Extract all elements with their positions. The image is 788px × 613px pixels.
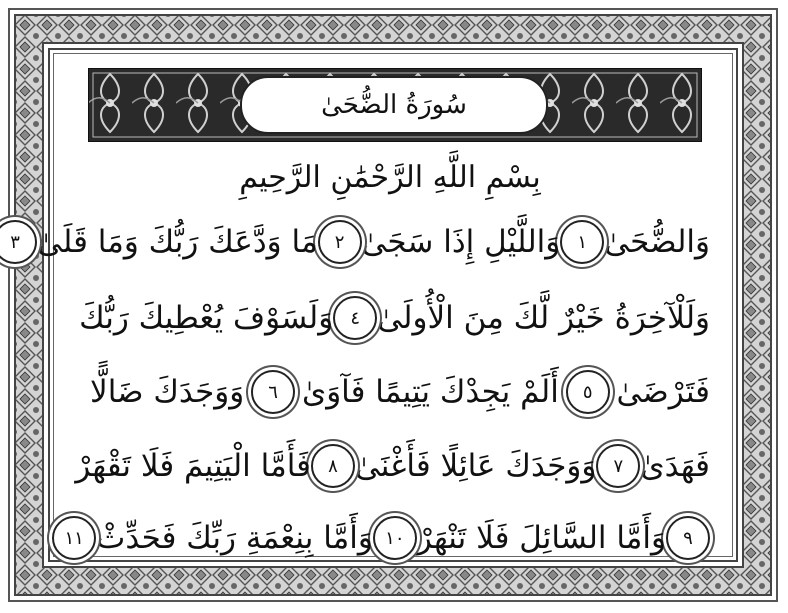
- verse-line: [75, 438, 710, 494]
- ayah-number-marker: ١١: [52, 516, 96, 560]
- verse-line: [79, 290, 710, 346]
- ayah-number-marker: ٢: [318, 220, 362, 264]
- verse-text: وَأَمَّا بِنِعْمَةِ رَبِّكَ فَحَدِّثْ: [96, 520, 373, 556]
- ayah-number-marker: ٨: [311, 444, 355, 488]
- ayah-number-marker: ١: [560, 220, 604, 264]
- verse-text: وَوَجَدَكَ ضَالًّا: [90, 374, 245, 410]
- ayah-number-marker: ٥: [566, 370, 610, 414]
- verse-text: أَلَمْ يَجِدْكَ يَتِيمًا فَآوَىٰ: [301, 374, 559, 410]
- ayah-number-marker: ١٠: [373, 516, 417, 560]
- ayah-number-marker: ٣: [0, 220, 37, 264]
- verse-text: وَالضُّحَىٰ: [604, 224, 710, 260]
- basmala: بِسْمِ اللَّهِ الرَّحْمَٰنِ الرَّحِيمِ: [239, 160, 541, 195]
- verse-text: وَلَلْآخِرَةُ خَيْرٌ لَّكَ مِنَ الْأُولَىٰ: [377, 300, 710, 336]
- verse-line: [90, 364, 710, 420]
- verse-text: مَا وَدَّعَكَ رَبُّكَ وَمَا قَلَىٰ: [37, 224, 318, 260]
- ayah-number-marker: ٤: [333, 296, 377, 340]
- verse-text: فَأَمَّا الْيَتِيمَ فَلَا تَقْهَرْ: [75, 448, 311, 484]
- verse-text: وَاللَّيْلِ إِذَا سَجَىٰ: [361, 224, 561, 260]
- ayah-number-marker: ٩: [666, 516, 710, 560]
- verse-text: وَوَجَدَكَ عَائِلًا فَأَغْنَىٰ: [354, 448, 597, 484]
- verse-text: فَهَدَىٰ: [640, 448, 710, 484]
- ayah-number-marker: ٦: [251, 370, 295, 414]
- surah-title: سُورَةُ الضُّحَىٰ: [321, 90, 467, 120]
- verse-text: وَأَمَّا السَّائِلَ فَلَا تَنْهَرْ: [416, 520, 666, 556]
- surah-title-cartouche: [240, 76, 548, 134]
- verse-text: فَتَرْضَىٰ: [616, 374, 710, 410]
- verse-line: [10, 214, 710, 270]
- verse-text: وَلَسَوْفَ يُعْطِيكَ رَبُّكَ: [79, 300, 334, 336]
- ayah-number-marker: ٧: [596, 444, 640, 488]
- verse-line: [64, 510, 710, 566]
